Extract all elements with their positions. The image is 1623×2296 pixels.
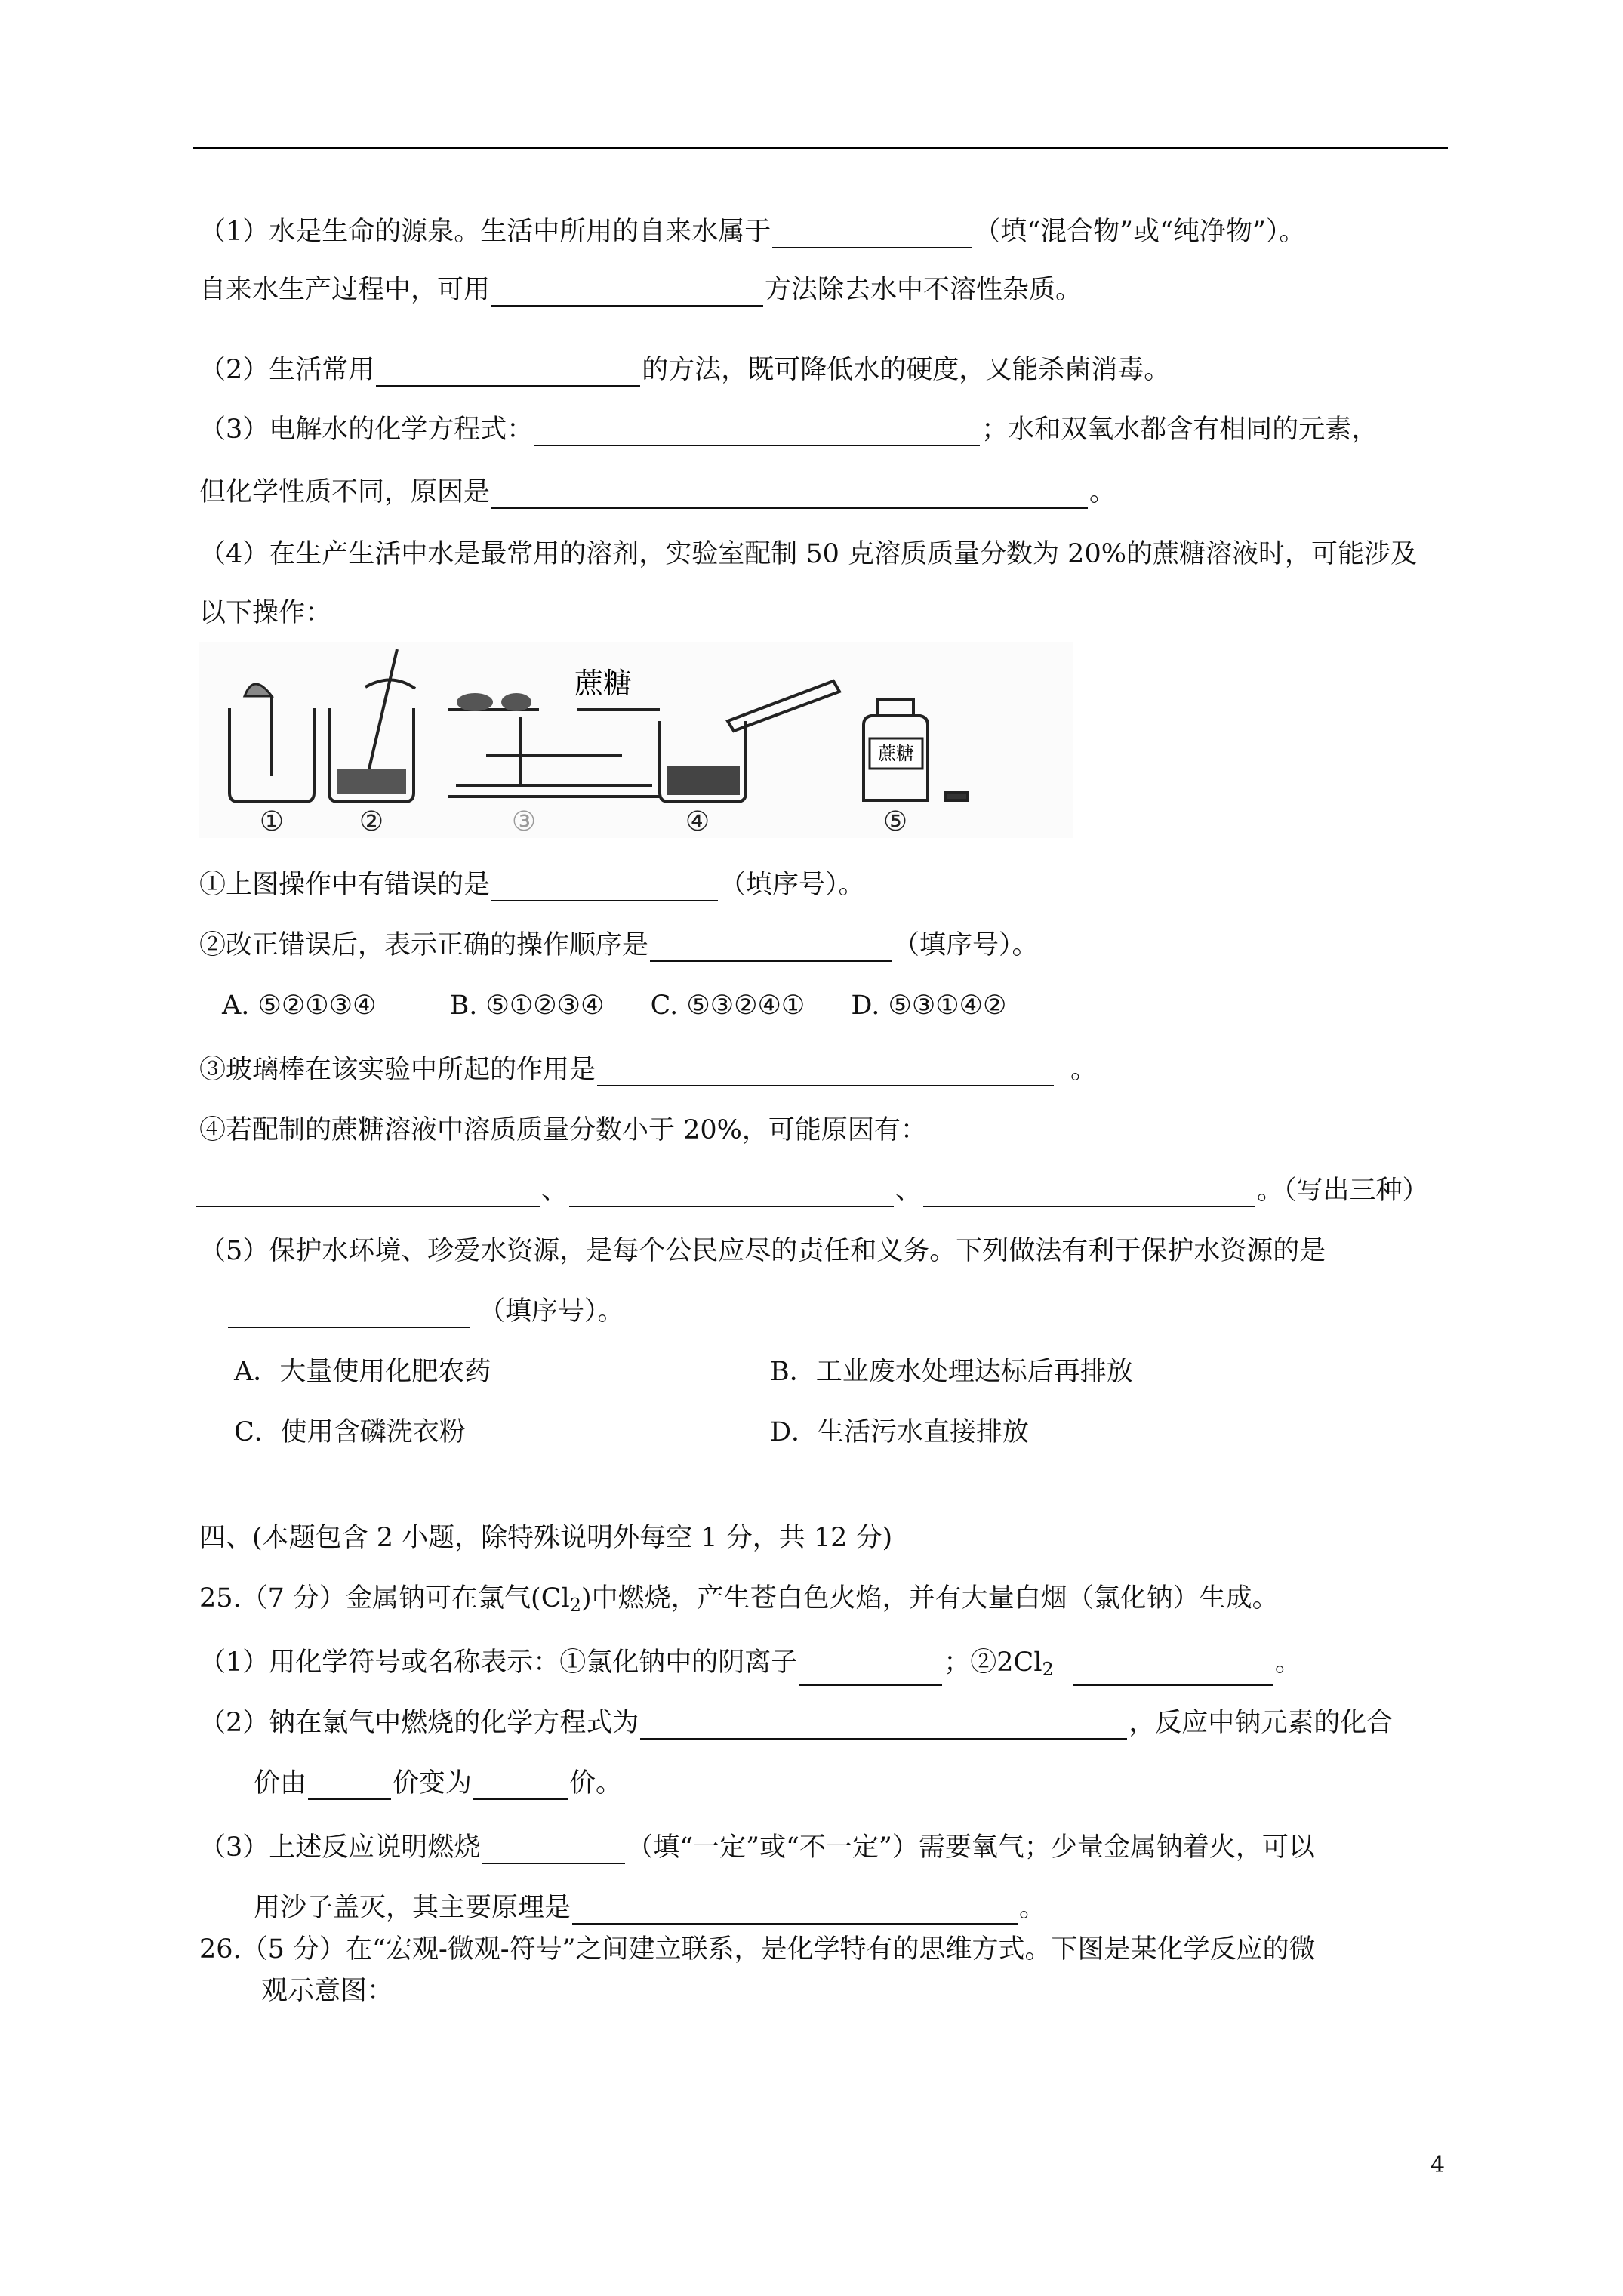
q25-part1: （1）用化学符号或名称表示：①氯化钠中的阴离子 ；$②2Cl_2$ 。: [199, 1646, 1301, 1686]
lab-operations-figure: [199, 642, 1073, 838]
answer-blank[interactable]: [482, 1835, 625, 1864]
option-d[interactable]: D. ⑤③①④②: [851, 991, 1007, 1021]
q24-part4-line1: （4）在生产生活中水是最常用的溶剂，实验室配制 50 克溶质质量分数为 20%的蔗糖溶液时，可能涉及: [199, 539, 1417, 569]
lab-operations-drawing: [199, 642, 1073, 838]
header-rule: [193, 147, 1448, 149]
q24-sub1: ①上图操作中有错误的是 （填序号）。: [199, 870, 865, 900]
option-a[interactable]: A. ⑤②①③④: [222, 991, 377, 1021]
answer-blank[interactable]: [597, 1058, 1054, 1086]
solid-fill: [337, 769, 406, 794]
answer-blank[interactable]: [308, 1771, 391, 1800]
q24-sub4-line2: 、 、 。（写出三种）: [195, 1174, 1429, 1207]
jar-cap-icon: [877, 699, 913, 716]
answer-blank[interactable]: [534, 418, 980, 446]
q24-part3-line1: （3）电解水的化学方程式： ；水和双氧水都含有相同的元素，: [199, 415, 1378, 445]
q25-part3-line1: （3）上述反应说明燃烧 （填“一定”或“不一定”）需要氧气；少量金属钠着火，可以: [199, 1832, 1315, 1863]
answer-blank[interactable]: [572, 1896, 1018, 1925]
step-label-1: ①: [259, 806, 285, 837]
liquid-fill: [667, 766, 740, 795]
answer-blank[interactable]: [650, 933, 892, 962]
option-c[interactable]: C. ⑤③②④①: [650, 991, 805, 1021]
answer-blank[interactable]: [491, 873, 718, 901]
answer-blank[interactable]: [376, 358, 640, 387]
q24-part3-line2: 但化学性质不同，原因是 。: [199, 477, 1116, 507]
answer-blank[interactable]: [473, 1771, 568, 1800]
q24-part5-option-a[interactable]: A．大量使用化肥农药: [234, 1357, 491, 1387]
paper-icon: [245, 684, 272, 696]
weight-icon: [501, 693, 531, 711]
q24-part5-line2: （填序号）。: [226, 1295, 624, 1328]
q24-part4-line2: 以下操作：: [199, 598, 332, 628]
q24-part5-option-d[interactable]: D．生活污水直接排放: [770, 1417, 1030, 1447]
q26-stem-line1: 26.（5 分）在“宏观-微观-符号”之间建立联系，是化学特有的思维方式。下图是某化学反应的微: [199, 1934, 1316, 1965]
q24-part2: （2）生活常用 的方法，既可降低水的硬度，又能杀菌消毒。: [199, 355, 1171, 385]
q25-part2-line2: 价由 价变为 价。: [254, 1768, 623, 1798]
q24-part5-option-b[interactable]: B．工业废水处理达标后再排放: [770, 1357, 1133, 1387]
q24-part1-line2: 自来水生产过程中，可用 方法除去水中不溶性杂质。: [199, 275, 1083, 305]
page-number: 4: [1431, 2152, 1446, 2178]
step-label-2: ②: [359, 806, 384, 837]
option-b[interactable]: B. ⑤①②③④: [449, 991, 605, 1021]
q24-part5-line1: （5）保护水环境、珍爱水资源，是每个公民应尽的责任和义务。下列做法有利于保护水资源的是: [199, 1236, 1326, 1266]
answer-blank[interactable]: [772, 220, 972, 248]
sugar-label: 蔗糖: [574, 667, 633, 700]
step-label-5: ⑤: [882, 806, 908, 837]
answer-blank[interactable]: [196, 1179, 540, 1207]
step-label-4: ④: [685, 806, 710, 837]
q25-part2-line1: （2）钠在氯气中燃烧的化学方程式为 ，反应中钠元素的化合: [199, 1708, 1394, 1738]
q24-sub4-line1: ④若配制的蔗糖溶液中溶质质量分数小于 20%，可能原因有：: [199, 1115, 927, 1145]
q24-sub2: ②改正错误后，表示正确的操作顺序是 （填序号）。: [199, 930, 1039, 960]
answer-blank[interactable]: [491, 278, 763, 307]
section4-heading: 四、(本题包含 2 小题，除特殊说明外每空 1 分，共 12 分): [199, 1523, 893, 1553]
balance-icon: [448, 717, 660, 797]
jar-label: 蔗糖: [878, 743, 914, 764]
q26-stem-line2: 观示意图：: [261, 1976, 394, 2006]
q24-part5-option-c[interactable]: C．使用含磷洗衣粉: [234, 1417, 466, 1447]
answer-blank[interactable]: [1073, 1657, 1273, 1686]
q25-stem: 25.（7 分）金属钠可在氯气$(Cl_2)$中燃烧，产生苍白色火焰，并有大量白烟（氯化钠）生成。: [199, 1583, 1279, 1616]
answer-blank[interactable]: [569, 1179, 894, 1207]
q24-sub3: ③玻璃棒在该实验中所起的作用是 。: [199, 1055, 1098, 1085]
weight-icon: [457, 693, 493, 711]
answer-blank[interactable]: [799, 1657, 942, 1686]
answer-blank[interactable]: [491, 480, 1088, 509]
q25-part3-line2: 用沙子盖灭，其主要原理是 。: [254, 1893, 1046, 1923]
step-label-3: ③: [511, 806, 537, 837]
answer-blank[interactable]: [640, 1711, 1127, 1740]
q24-sub2-options: [222, 989, 1006, 1022]
answer-blank[interactable]: [923, 1179, 1255, 1207]
answer-blank[interactable]: [228, 1299, 470, 1328]
q24-part1-line1: （1）水是生命的源泉。生活中所用的自来水属于 （填“混合物”或“纯净物”）。: [199, 217, 1306, 247]
stopper-icon: [945, 793, 968, 800]
